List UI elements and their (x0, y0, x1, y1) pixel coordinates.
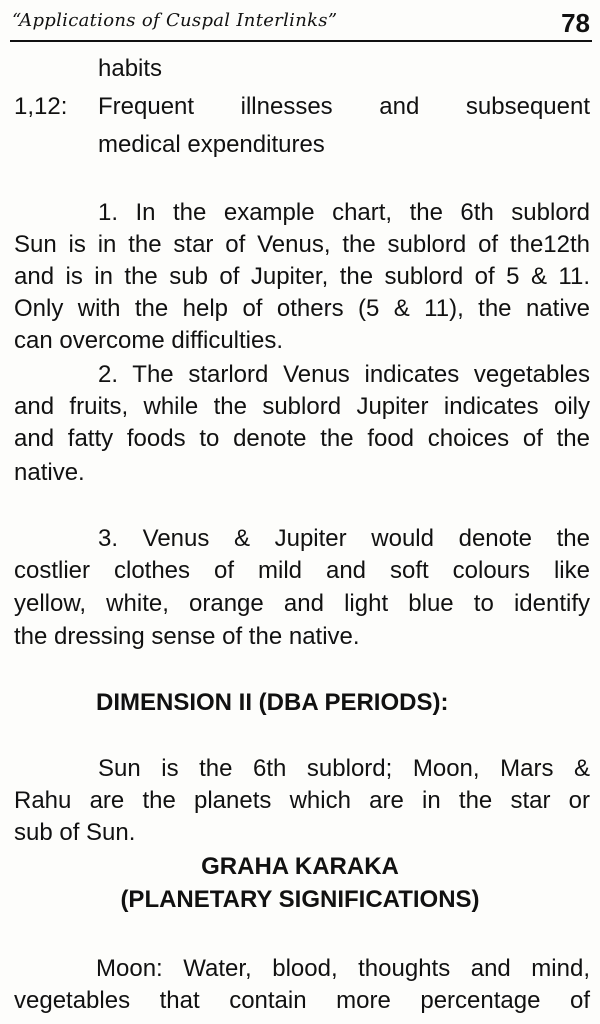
text-line: Sun is in the star of Venus, the sublord of the12th (14, 231, 590, 258)
section-heading: DIMENSION II (DBA PERIODS): (96, 689, 449, 716)
text-line: can overcome difficulties. (14, 327, 284, 354)
text-line: Rahu are the planets which are in the star or (14, 787, 590, 814)
header-rule (10, 40, 592, 42)
text-line: the dressing sense of the native. (14, 623, 360, 650)
text-line: 1. In the example chart, the 6th sublord (98, 199, 590, 226)
text-line: and fatty foods to denote the food choices of the (14, 425, 590, 452)
text-line: 3. Venus & Jupiter would denote the (98, 525, 590, 552)
text-line: Frequent illnesses and subsequent (98, 93, 590, 120)
text-line: and is in the sub of Jupiter, the sublord of 5 & 11. (14, 263, 590, 290)
text-line: native. (14, 459, 85, 486)
text-line: Sun is the 6th sublord; Moon, Mars & (98, 755, 590, 782)
text-line: Moon: Water, blood, thoughts and mind, (96, 955, 590, 982)
text-line: medical expenditures (98, 131, 325, 158)
text-line: habits (98, 55, 163, 82)
text-line: Only with the help of others (5 & 11), the native (14, 295, 590, 322)
text-line: 2. The starlord Venus indicates vegetables (98, 361, 590, 388)
page-number: 78 (561, 8, 590, 38)
list-number: 1,12: (14, 93, 68, 120)
running-header-title: “Applications of Cuspal Interlinks” (12, 10, 338, 31)
text-line: and fruits, while the sublord Jupiter indicates oily (14, 393, 590, 420)
text-line: sub of Sun. (14, 819, 136, 846)
section-heading: (PLANETARY SIGNIFICATIONS) (120, 886, 480, 913)
text-line: vegetables that contain more percentage of (14, 987, 590, 1014)
text-line: costlier clothes of mild and soft colours like (14, 557, 590, 584)
text-line: yellow, white, orange and light blue to identify (14, 590, 590, 617)
section-heading: GRAHA KARAKA (201, 853, 399, 880)
